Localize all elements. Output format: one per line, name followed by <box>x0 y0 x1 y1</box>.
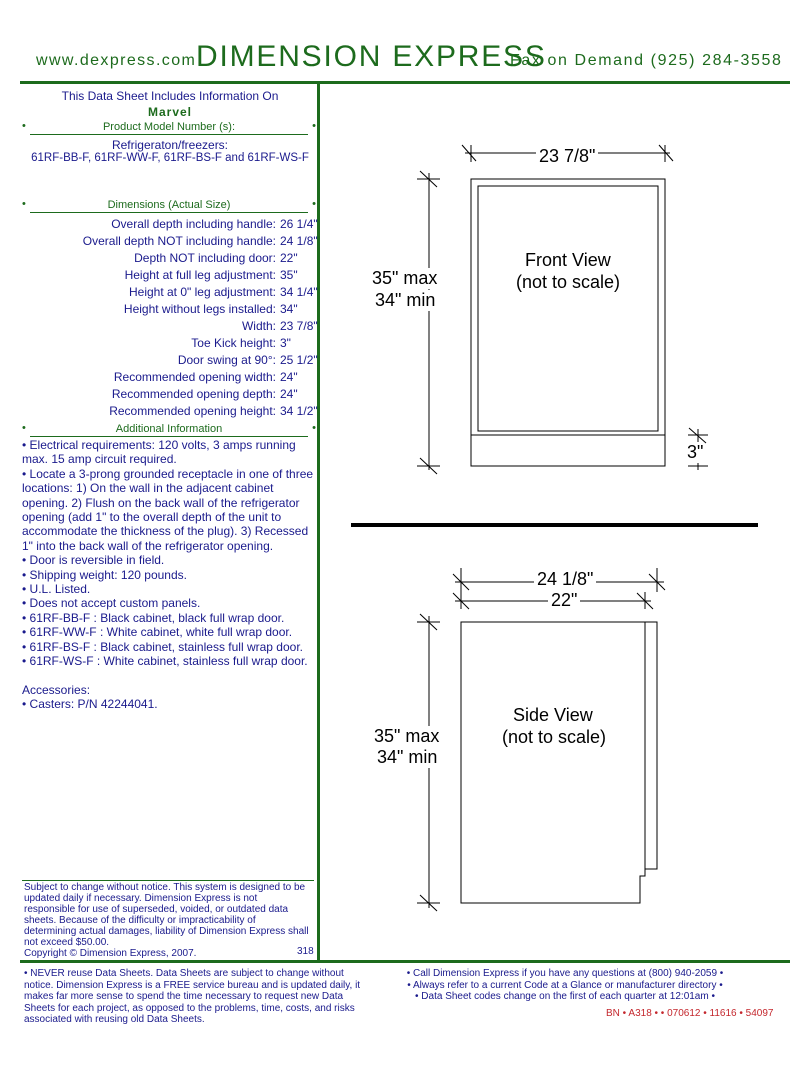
front-door-panel <box>478 186 658 431</box>
accessory-item: • Casters: P/N 42244041. <box>22 697 158 712</box>
info-item: • 61RF-WS-F : White cabinet, stainless full wrap door. <box>22 654 308 669</box>
model-line-1: Refrigeraton/freezers: <box>111 138 229 152</box>
model-section-title: Product Model Number (s): <box>102 121 236 133</box>
dimension-label: Door swing at 90°: <box>177 353 276 367</box>
header-url[interactable]: www.dexpress.com <box>36 52 197 69</box>
dimensions-section-header: • Dimensions (Actual Size) • <box>22 198 316 211</box>
dimensions-section-title: Dimensions (Actual Size) <box>107 199 231 211</box>
additional-section-title: Additional Information <box>115 423 223 435</box>
dimension-label: Depth NOT including door: <box>134 251 276 265</box>
front-outer-cabinet <box>471 179 665 466</box>
disclaimer-text: Subject to change without notice. This system is designed to be updated daily if necessary. Dimension Express is not responsible for use of superseded, voided, or outdated data sheets. Because of the difficulty or impracticability of determining actual damages, liability of Dimension Express shall not exceed $50.00. <box>24 882 309 948</box>
dimension-value: 34 1/4" <box>280 285 318 299</box>
dimension-value: 24" <box>280 387 298 401</box>
dimension-value: 22" <box>280 251 298 265</box>
info-item: • U.L. Listed. <box>22 582 91 597</box>
side-depth-outer-label: 24 1/8" <box>534 569 596 590</box>
dimension-value: 34" <box>280 302 298 316</box>
front-view-subtitle: (not to scale) <box>516 272 621 292</box>
dimension-label: Toe Kick height: <box>191 336 276 350</box>
copyright: Copyright © Dimension Express, 2007. <box>24 948 197 959</box>
side-door-profile <box>645 622 657 869</box>
model-section-header: • Product Model Number (s): • <box>22 120 316 133</box>
page-number: 318 <box>297 946 314 957</box>
footer-codes: BN • A318 • • 070612 • 11616 • 54097 <box>606 1008 774 1019</box>
side-view-title: Side View <box>513 705 593 725</box>
accessories-heading: Accessories: <box>22 683 91 697</box>
header-brand: DIMENSION EXPRESS <box>196 40 547 73</box>
info-item: • 61RF-BB-F : Black cabinet, black full wrap door. <box>22 610 285 625</box>
info-item: • Shipping weight: 120 pounds. <box>22 567 187 582</box>
dimension-value: 24 1/8" <box>280 234 318 248</box>
additional-section-header: • Additional Information • <box>22 422 316 435</box>
info-item: • Locate a 3-prong grounded receptacle in one of three locations: 1) On the wall in the adjacent cabinet opening. 2) Flush on the back wall of the refrigerator opening (add 1" to the overall depth of the unit to accommodate the thickness of the plug). 3) Recessed 1" into the back wall of the refrigerator opening. <box>22 466 314 553</box>
dimension-label: Height at 0" leg adjustment: <box>128 285 276 299</box>
dimension-label: Height without legs installed: <box>123 302 276 316</box>
info-item: • 61RF-WW-F : White cabinet, white full wrap door. <box>22 625 293 640</box>
front-height-min: 34" min <box>375 290 436 310</box>
dimension-label: Height at full leg adjustment: <box>124 268 276 282</box>
side-height-max: 35" max <box>374 726 440 746</box>
footer-quarter-line: • Data Sheet codes change on the first of each quarter at 12:01am • <box>415 991 715 1002</box>
dimension-label: Recommended opening width: <box>113 370 276 384</box>
footer-right-notice <box>392 968 738 1003</box>
model-line-2: 61RF-BB-F, 61RF-WW-F, 61RF-BS-F and 61RF-WS-F <box>31 152 309 164</box>
dimension-label: Recommended opening height: <box>109 404 276 418</box>
view-divider <box>351 523 758 527</box>
footer-call-line: • Call Dimension Express if you have any questions at (800) 940-2059 • <box>406 968 724 979</box>
dimension-value: 23 7/8" <box>280 319 318 333</box>
dimension-value: 34 1/2" <box>280 404 318 418</box>
dimension-value: 35" <box>280 268 298 282</box>
side-depth-inner-label: 22" <box>548 590 580 611</box>
front-view-title: Front View <box>525 250 611 270</box>
front-width-label: 23 7/8" <box>536 146 598 167</box>
dimension-value: 25 1/2" <box>280 353 318 367</box>
side-height-min: 34" min <box>377 747 438 767</box>
dimension-value: 26 1/4" <box>280 217 318 231</box>
dimension-value: 3" <box>280 336 291 350</box>
side-cabinet-body <box>461 622 645 903</box>
side-view-subtitle: (not to scale) <box>502 727 607 747</box>
info-item: • 61RF-BS-F : Black cabinet, stainless full wrap door. <box>22 639 303 654</box>
dimension-value: 24" <box>280 370 298 384</box>
dimension-label: Overall depth NOT including handle: <box>82 234 276 248</box>
dimension-label: Width: <box>241 319 276 333</box>
dimension-label: Overall depth including handle: <box>111 217 276 231</box>
front-height-max: 35" max <box>372 268 438 288</box>
manufacturer-name: Marvel <box>147 105 193 119</box>
footer-left-notice: • NEVER reuse Data Sheets. Data Sheets are subject to change without notice. Dimension Express is a FREE service bureau and is updated daily, it makes far more sense to spend the time necessary to request new Data Sheets for each project, as opposed to the problems, time, costs, and risks associated with reusing old Data Sheets. <box>24 968 361 1025</box>
sheet-intro: This Data Sheet Includes Information On <box>61 89 279 103</box>
info-item: • Does not accept custom panels. <box>22 596 201 611</box>
footer-code-line: • Always refer to a current Code at a Glance or manufacturer directory • <box>407 979 723 991</box>
front-toe-kick-label: 3" <box>687 442 704 462</box>
info-item: • Electrical requirements: 120 volts, 3 amps running max. 15 amp circuit required. <box>22 438 296 467</box>
header-fax: Fax on Demand (925) 284-3558 <box>510 52 783 69</box>
dimension-label: Recommended opening depth: <box>111 387 276 401</box>
footer-rule <box>20 960 790 963</box>
info-item: • Door is reversible in field. <box>22 553 165 568</box>
